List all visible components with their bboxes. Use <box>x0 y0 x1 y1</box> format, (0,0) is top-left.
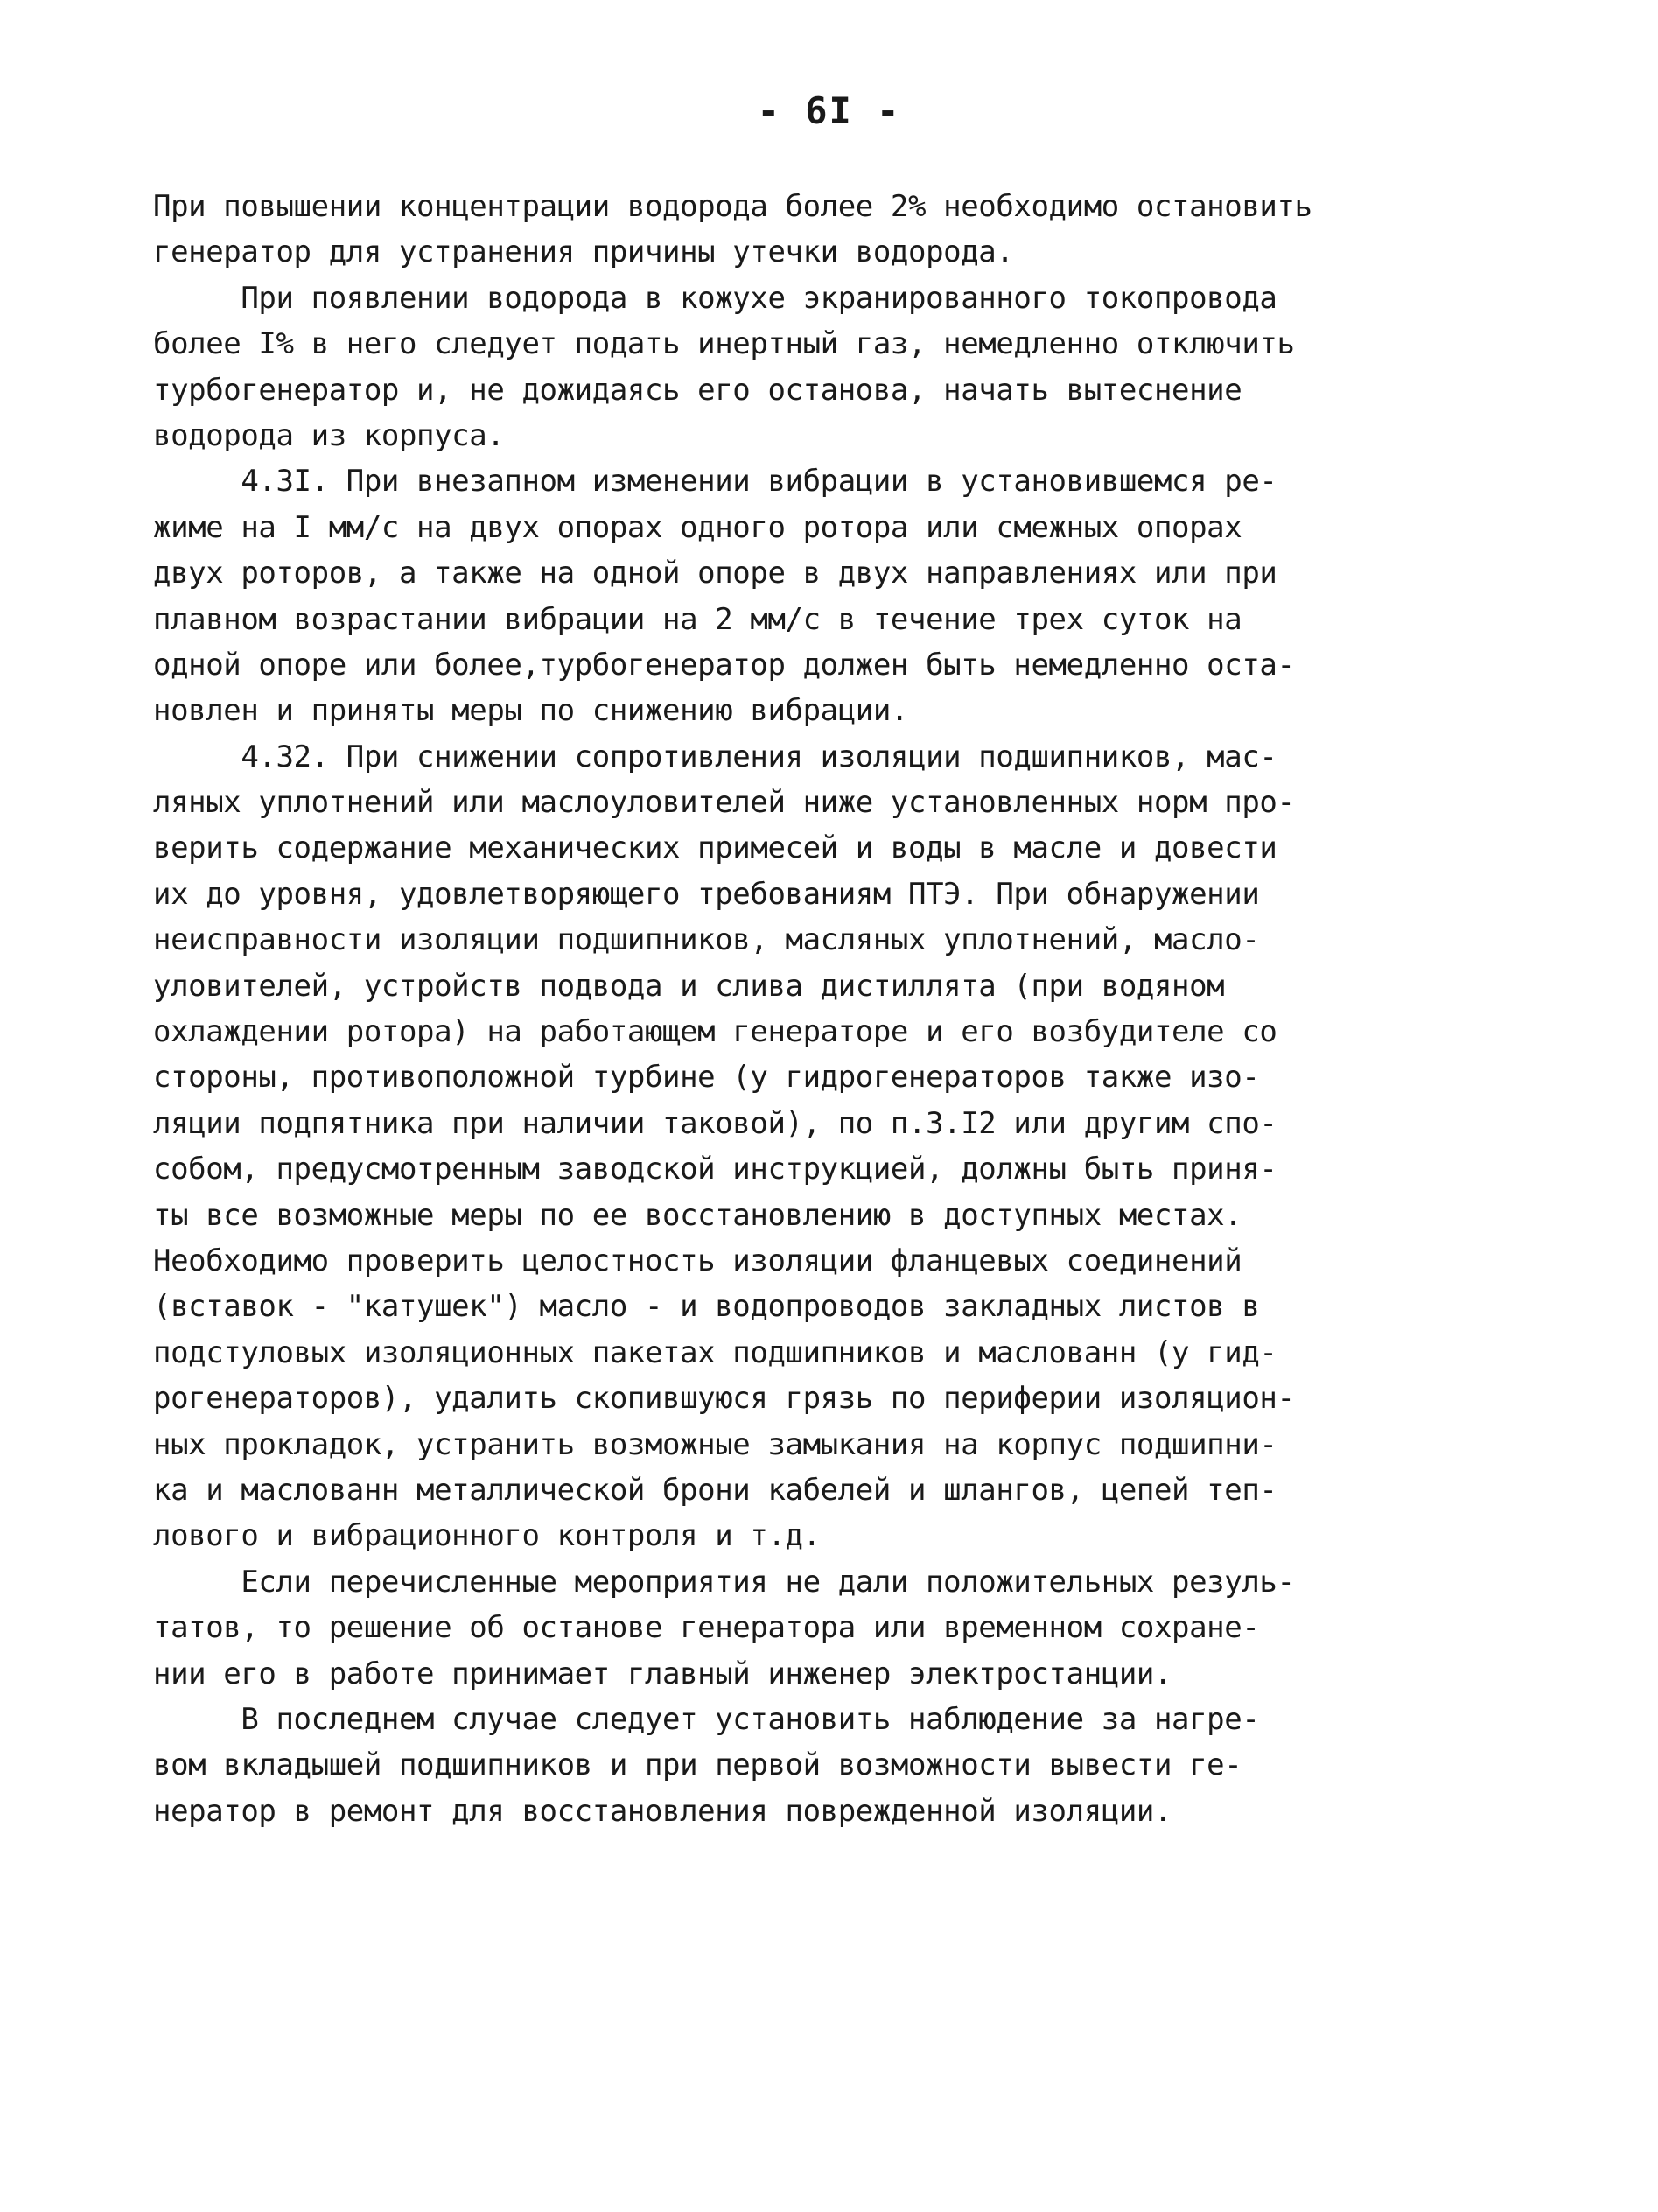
text-line: лового и вибрационного контроля и т.д. <box>153 1518 821 1554</box>
text-line: ка и маслованн металлической брони кабелей и шлангов, цепей теп- <box>153 1472 1277 1508</box>
text-line: ляции подпятника при наличии таковой), по п.3.I2 или другим спо- <box>153 1105 1277 1141</box>
body-text <box>153 184 1378 1834</box>
text-line: Если перечисленные мероприятия не дали положительных резуль- <box>153 1564 1295 1600</box>
text-line: 4.3I. При внезапном изменении вибрации в установившемся ре- <box>153 464 1277 500</box>
text-line: стороны, противоположной турбине (у гидрогенераторов также изо- <box>153 1060 1260 1096</box>
text-line: генератор для устранения причины утечки водорода. <box>153 234 1014 270</box>
text-line: новлен и приняты меры по снижению вибрации. <box>153 693 908 729</box>
text-line: При появлении водорода в кожухе экранированного токопровода <box>153 280 1277 316</box>
text-line: жиме на I мм/с на двух опорах одного ротора или смежных опорах <box>153 509 1242 545</box>
text-line: охлаждении ротора) на работающем генераторе и его возбудителе со <box>153 1014 1277 1050</box>
text-line: В последнем случае следует установить наблюдение за нагре- <box>153 1701 1260 1737</box>
text-line: турбогенератор и, не дожидаясь его останова, начать вытеснение <box>153 372 1242 408</box>
text-line: плавном возрастании вибрации на 2 мм/с в течение трех суток на <box>153 601 1242 637</box>
text-line: вом вкладышей подшипников и при первой возможности вывести ге- <box>153 1747 1242 1783</box>
text-line: двух роторов, а также на одной опоре в двух направлениях или при <box>153 556 1277 592</box>
text-line: верить содержание механических примесей и воды в масле и довести <box>153 830 1277 866</box>
text-line: одной опоре или более,турбогенератор должен быть немедленно оста- <box>153 647 1295 682</box>
text-line: собом, предусмотренным заводской инструкцией, должны быть приня- <box>153 1152 1277 1187</box>
text-line: уловителей, устройств подвода и слива дистиллята (при водяном <box>153 968 1225 1004</box>
text-line: подстуловых изоляционных пакетах подшипников и маслованн (у гид- <box>153 1334 1277 1370</box>
text-line: ляных уплотнений или маслоуловителей ниже установленных норм про- <box>153 785 1295 821</box>
text-line: нии его в работе принимает главный инженер электростанции. <box>153 1656 1172 1691</box>
text-line: ты все возможные меры по ее восстановлению в доступных местах. <box>153 1197 1242 1233</box>
page-number: - 6I - <box>757 89 901 132</box>
text-line: 4.32. При снижении сопротивления изоляции подшипников, мас- <box>153 738 1277 774</box>
text-line: ных прокладок, устранить возможные замыкания на корпус подшипни- <box>153 1426 1277 1462</box>
text-line: более I% в него следует подать инертный газ, немедленно отключить <box>153 326 1295 362</box>
text-line: татов, то решение об останове генератора или временном сохране- <box>153 1610 1260 1646</box>
text-line: При повышении концентрации водорода более 2% необходимо остановить <box>153 189 1312 224</box>
text-line: (вставок - "катушек") масло - и водопроводов закладных листов в <box>153 1289 1260 1325</box>
text-line: нератор в ремонт для восстановления поврежденной изоляции. <box>153 1793 1172 1829</box>
text-line: Необходимо проверить целостность изоляции фланцевых соединений <box>153 1242 1242 1278</box>
text-line: водорода из корпуса. <box>153 417 505 453</box>
text-line: неисправности изоляции подшипников, масляных уплотнений, масло- <box>153 922 1260 958</box>
text-line: их до уровня, удовлетворяющего требованиям ПТЭ. При обнаружении <box>153 876 1260 912</box>
text-line: рогенераторов), удалить скопившуюся грязь по периферии изоляцион- <box>153 1381 1295 1417</box>
